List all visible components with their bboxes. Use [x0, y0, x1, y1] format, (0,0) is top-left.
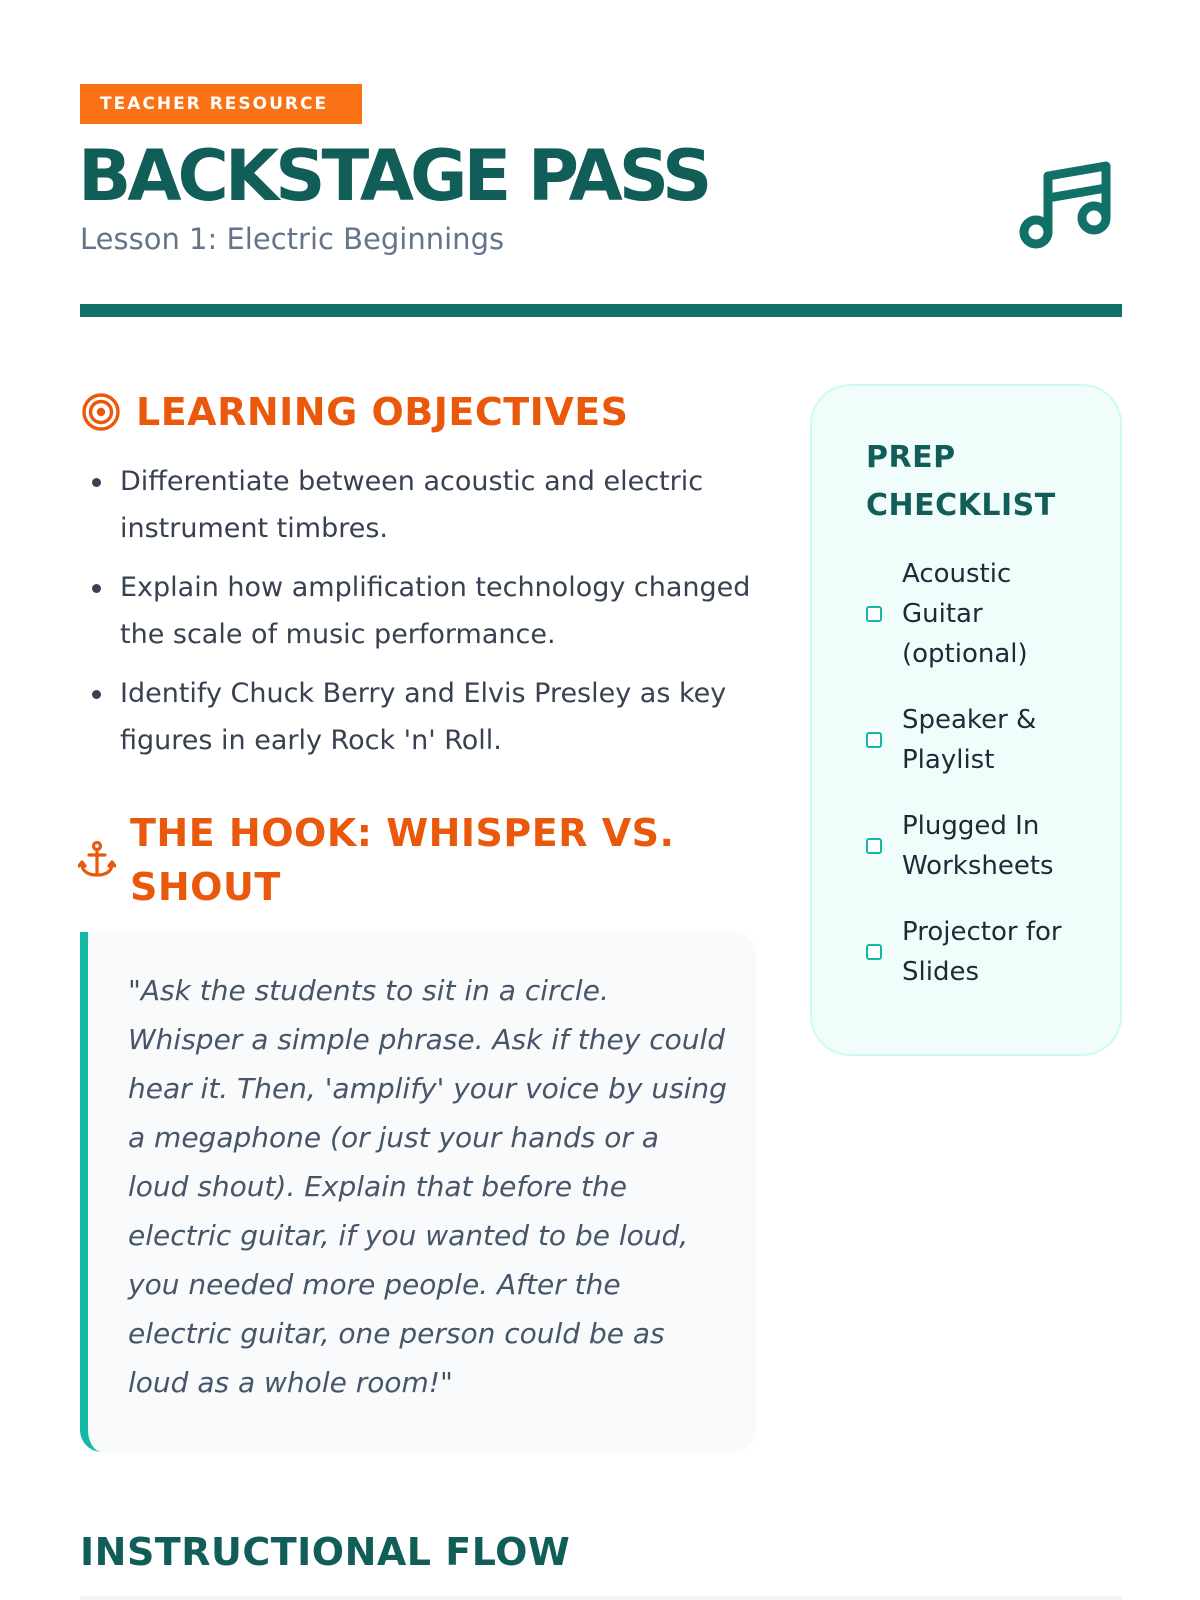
checklist-item[interactable] [866, 554, 1096, 674]
checkbox[interactable] [866, 732, 882, 748]
checklist-title: PREP CHECKLIST [866, 440, 1056, 523]
checklist-item[interactable] [866, 700, 1096, 780]
checklist-item-label: Speaker & Playlist [902, 705, 1037, 775]
checkbox[interactable] [866, 606, 882, 622]
header-divider [80, 304, 1122, 317]
prep-checklist-card [810, 384, 1122, 1056]
hook-quote: "Ask the students to sit in a circle. Whisper a simple phrase. Ask if they could hear it. Then, 'amplify' your voice by using a megaphone (or just your hands or a loud shout). Explain that before the electric guitar, if you wanted to be loud, you needed more people. After the electric guitar, one person could be as loud as a whole room!" [128, 974, 727, 1399]
target-icon [80, 391, 122, 433]
lesson-subtitle: Lesson 1: Electric Beginnings [80, 222, 505, 256]
flow-divider [80, 1596, 1122, 1600]
list-item: Identify Chuck Berry and Elvis Presley as key figures in early Rock 'n' Roll. [92, 670, 752, 764]
list-item: Explain how amplification technology changed the scale of music performance. [92, 564, 752, 658]
list-item: Differentiate between acoustic and electric instrument timbres. [92, 458, 752, 552]
instructional-flow-heading: INSTRUCTIONAL FLOW [80, 1530, 571, 1574]
anchor-icon [78, 840, 116, 880]
hook-heading [78, 806, 778, 914]
hook-title: THE HOOK: WHISPER VS. SHOUT [130, 811, 675, 909]
checklist-item-label: Acoustic Guitar (optional) [902, 559, 1028, 669]
music-note-icon [1018, 160, 1118, 260]
checkbox[interactable] [866, 838, 882, 854]
checklist-item-label: Projector for Slides [902, 917, 1062, 987]
hook-quote-box [80, 932, 756, 1452]
page-title: BACKSTAGE PASS [78, 135, 709, 217]
objectives-list [92, 458, 752, 776]
checkbox[interactable] [866, 944, 882, 960]
learning-objectives-title: LEARNING OBJECTIVES [136, 390, 629, 434]
learning-objectives-heading [80, 384, 629, 440]
teacher-resource-badge: TEACHER RESOURCE [80, 84, 362, 124]
checklist-item[interactable] [866, 806, 1096, 886]
checklist-item-label: Plugged In Worksheets [902, 811, 1054, 881]
checklist-item[interactable] [866, 912, 1096, 992]
